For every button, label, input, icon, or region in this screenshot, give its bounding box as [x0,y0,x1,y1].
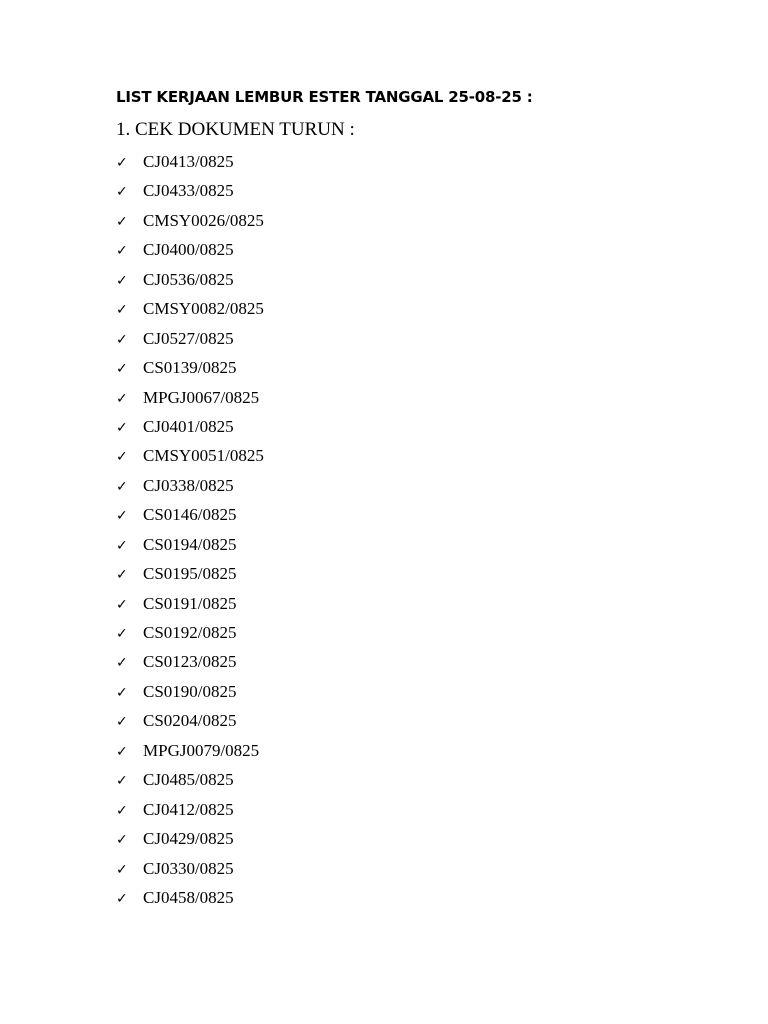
document-code: CS0190/0825 [143,681,237,701]
section-heading: 1. CEK DOKUMEN TURUN : [116,119,355,140]
list-item [116,677,264,706]
list-item [116,795,264,824]
document-checklist [116,147,264,912]
document-code: CJ0412/0825 [143,799,234,819]
checkmark-icon: ✓ [116,714,128,731]
document-code: CJ0458/0825 [143,887,234,907]
list-item [116,176,264,205]
list-item [116,324,264,353]
checkmark-icon: ✓ [116,184,128,201]
list-item [116,530,264,559]
checkmark-icon: ✓ [116,243,128,260]
document-code: CS0123/0825 [143,652,237,672]
list-item [116,383,264,412]
checkmark-icon: ✓ [116,478,128,495]
checkmark-icon: ✓ [116,773,128,790]
document-code: CJ0400/0825 [143,240,234,260]
list-item [116,294,264,323]
checkmark-icon: ✓ [116,537,128,554]
checkmark-icon: ✓ [116,449,128,466]
document-code: CS0192/0825 [143,623,237,642]
document-code: MPGJ0067/0825 [143,387,260,407]
list-item [116,471,264,500]
checkmark-icon: ✓ [116,331,128,348]
document-title: LIST KERJAAN LEMBUR ESTER TANGGAL 25-08-25 : [116,88,533,106]
document-code: CMSY0082/0825 [143,299,264,319]
checkmark-icon: ✓ [116,155,128,171]
checkmark-icon: ✓ [116,626,128,642]
list-item [116,559,264,588]
list-item [116,765,264,794]
document-code: CS0191/0825 [143,593,237,613]
checkmark-icon: ✓ [116,655,128,672]
list-item [116,147,264,176]
checkmark-icon: ✓ [116,596,128,613]
document-code: CS0194/0825 [143,534,237,554]
list-item [116,618,264,647]
document-code: CMSY0051/0825 [143,446,264,466]
list-item [116,206,264,235]
list-item [116,265,264,294]
checkmark-icon: ✓ [116,802,128,819]
document-code: CJ0413/0825 [143,152,234,171]
list-item [116,824,264,853]
checkmark-icon: ✓ [116,272,128,289]
list-item [116,706,264,735]
document-code: CJ0485/0825 [143,770,234,790]
checkmark-icon: ✓ [116,361,128,378]
checkmark-icon: ✓ [116,832,128,849]
checkmark-icon: ✓ [116,890,128,907]
checkmark-icon: ✓ [116,743,128,760]
document-code: CJ0338/0825 [143,475,234,495]
checkmark-icon: ✓ [116,861,128,878]
document-code: CJ0527/0825 [143,328,234,348]
checkmark-icon: ✓ [116,567,128,584]
checkmark-icon: ✓ [116,508,128,525]
list-item [116,500,264,529]
list-item [116,412,264,441]
checkmark-icon: ✓ [116,684,128,701]
document-code: CS0146/0825 [143,505,237,525]
list-item [116,647,264,676]
checkmark-icon: ✓ [116,213,128,230]
list-item [116,441,264,470]
checkmark-icon: ✓ [116,390,128,407]
document-code: CJ0401/0825 [143,416,234,436]
checkmark-icon: ✓ [116,419,128,436]
document-code: CS0139/0825 [143,358,237,378]
list-item [116,883,264,912]
document-code: CJ0536/0825 [143,269,234,289]
document-code: CS0195/0825 [143,564,237,584]
checkmark-icon: ✓ [116,302,128,319]
list-item [116,854,264,883]
list-item [116,353,264,382]
list-item [116,235,264,264]
document-code: CJ0433/0825 [143,181,234,201]
document-code: MPGJ0079/0825 [143,740,260,760]
list-item [116,736,264,765]
document-code: CMSY0026/0825 [143,210,264,230]
document-code: CJ0429/0825 [143,829,234,849]
list-item [116,589,264,618]
document-code: CJ0330/0825 [143,858,234,878]
document-code: CS0204/0825 [143,711,237,731]
